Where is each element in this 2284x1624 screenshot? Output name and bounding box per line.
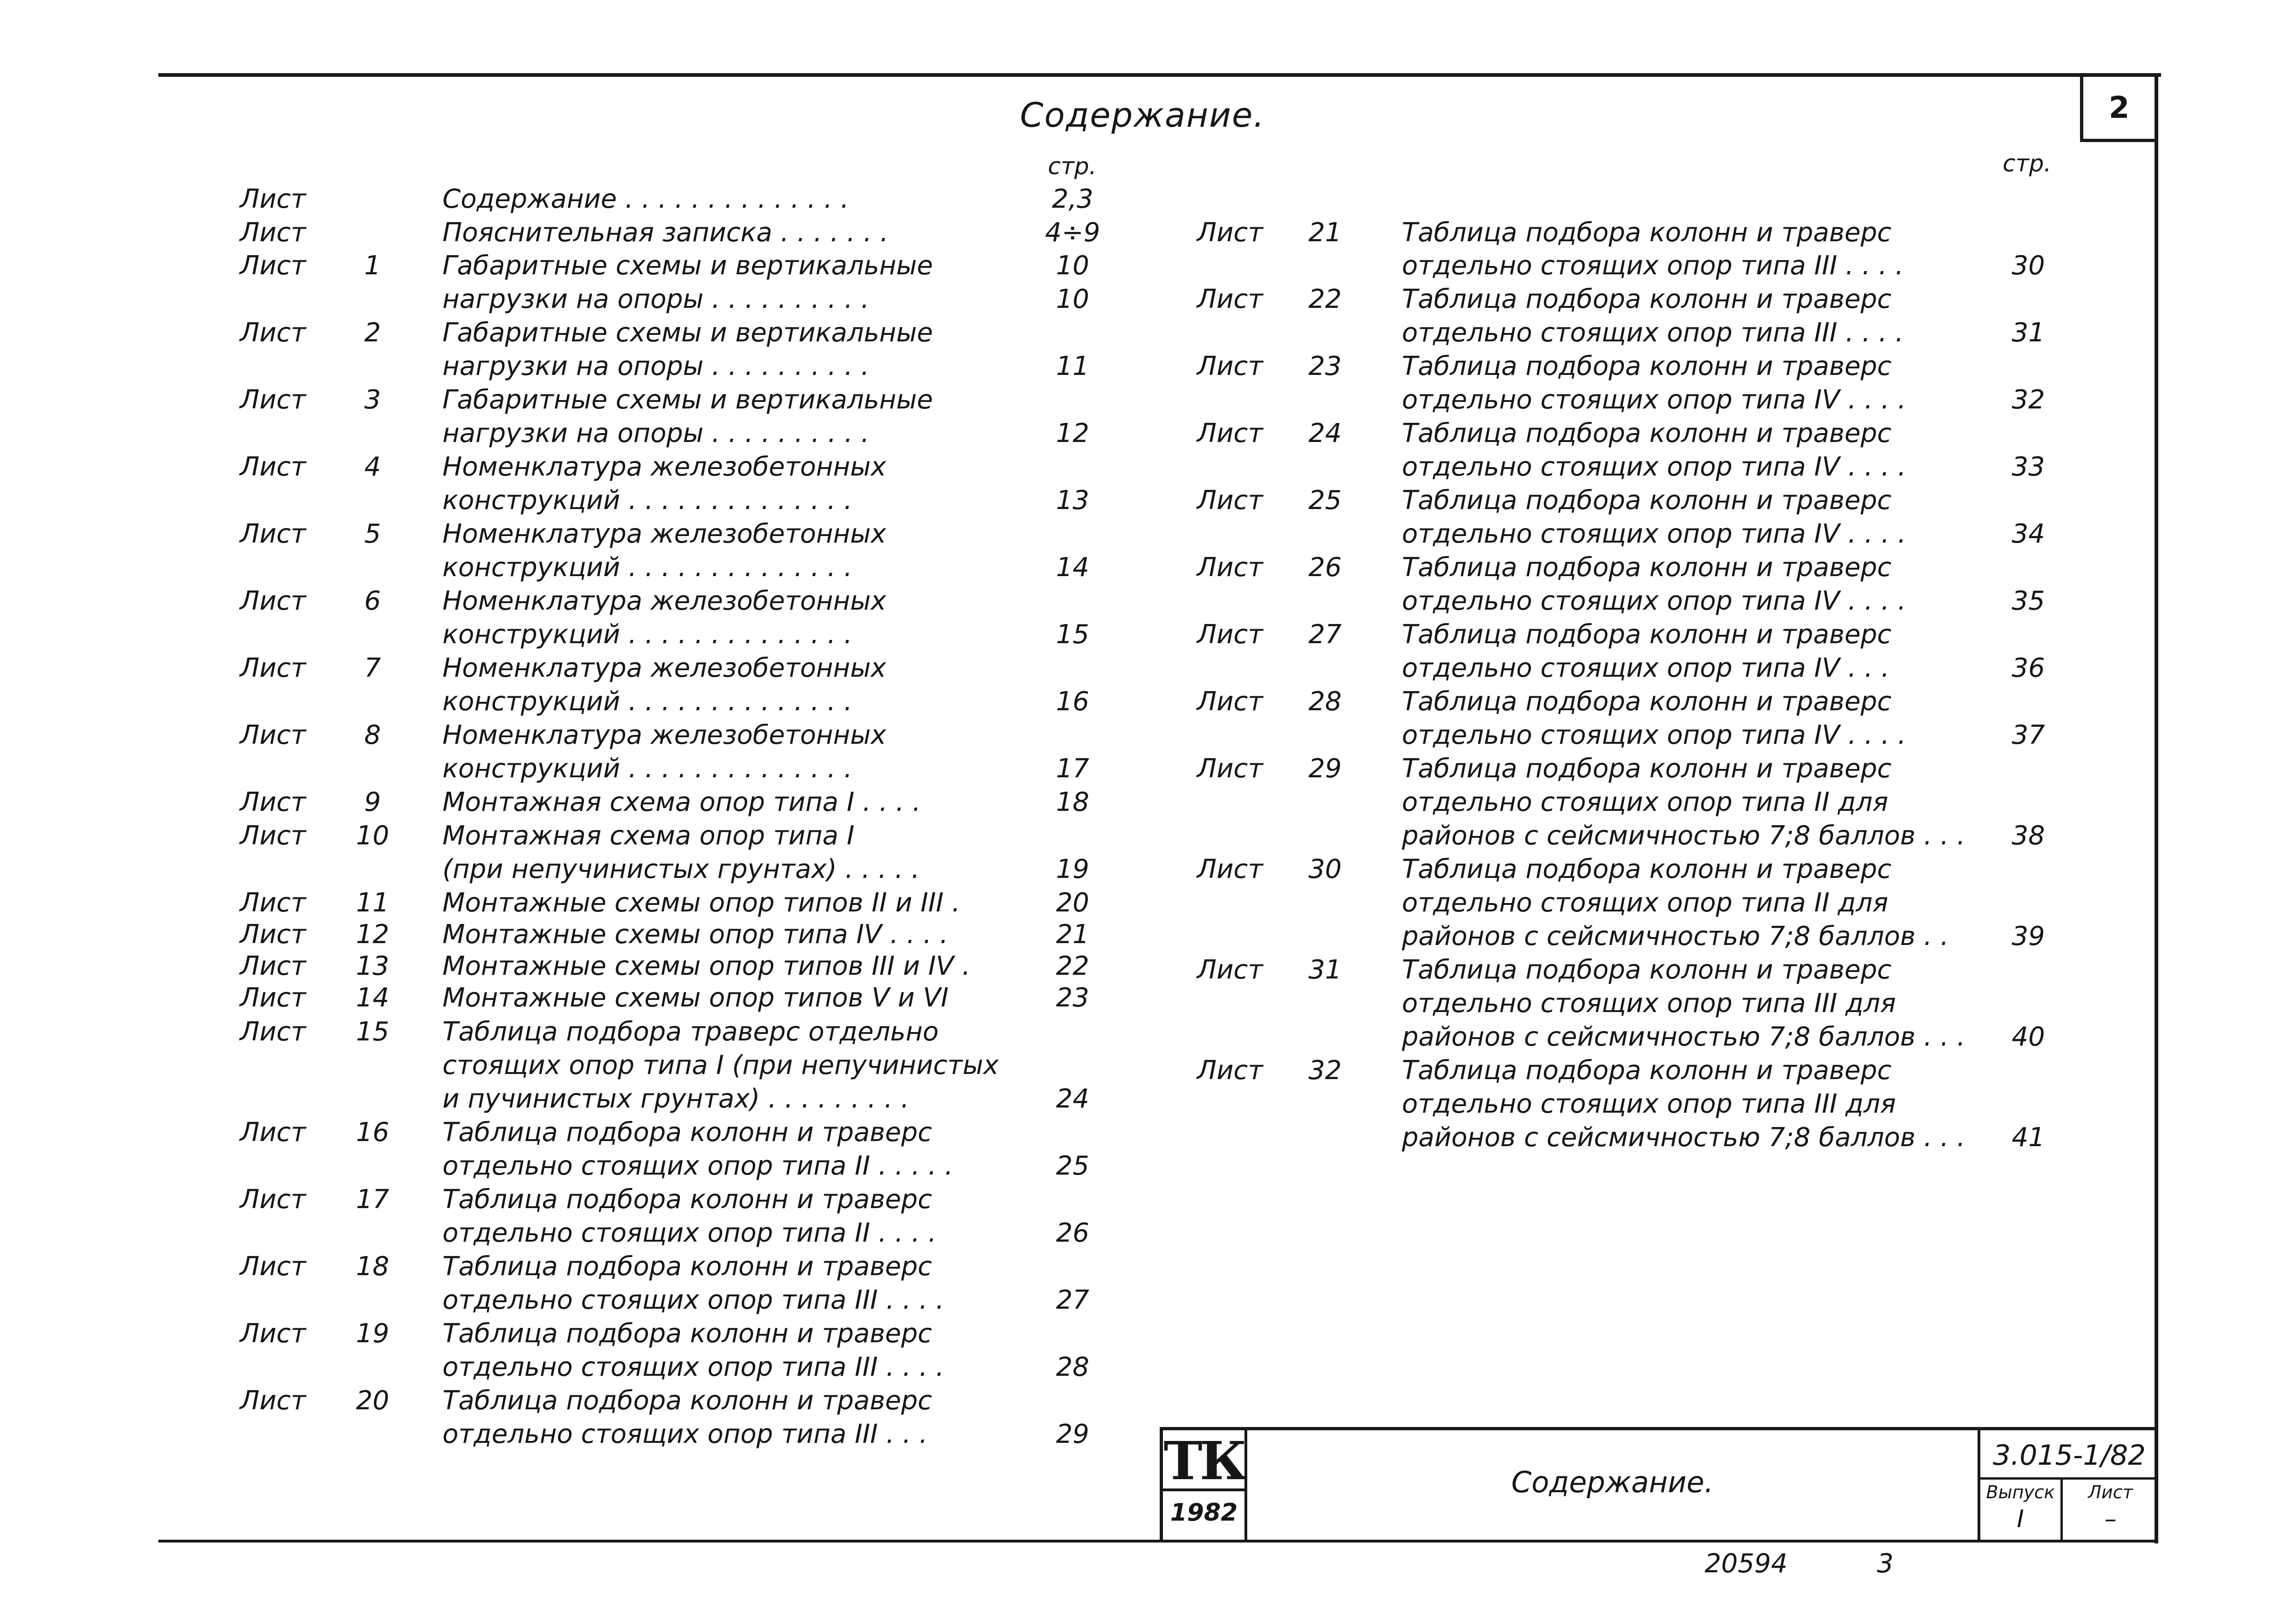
sheet-number-cell: 26 <box>1308 552 1342 583</box>
entry-page: 32 <box>2012 385 2045 415</box>
entry-title: отдельно стоящих опор типа III . . . . <box>1402 251 1904 281</box>
sheet-label: Лист <box>240 1318 306 1349</box>
sheet-label: Лист <box>1197 686 1263 717</box>
entry-title: конструкций . . . . . . . . . . . . . . <box>442 686 852 717</box>
entry-title: стоящих опор типа I (при непучинистых <box>442 1050 999 1080</box>
entry-title: отдельно стоящих опор типа IV . . . . <box>1402 385 1906 415</box>
sheet-label: Лист <box>240 586 306 616</box>
entry-page: 10 <box>1056 284 1089 314</box>
entry-page: 24 <box>1056 1084 1089 1114</box>
entry-title: Таблица подбора колонн и траверс <box>1402 619 1892 650</box>
sheet-label: Лист <box>240 452 306 482</box>
entry-title: отдельно стоящих опор типа II для <box>1402 888 1889 918</box>
sheet-label: Лист <box>240 318 306 348</box>
entry-title: отдельно стоящих опор типа II . . . . <box>442 1218 937 1248</box>
entry-page: 18 <box>1056 787 1089 817</box>
stamp-title: Содержание. <box>1511 1465 1714 1499</box>
entry-title: Номенклатура железобетонных <box>442 653 886 683</box>
sheet-number-cell: 18 <box>356 1251 389 1282</box>
entry-page: 34 <box>2012 519 2045 549</box>
entry-title: отдельно стоящих опор типа IV . . . . <box>1402 720 1906 750</box>
stamp-code-underline <box>1978 1477 2158 1480</box>
sheet-number-cell: 9 <box>364 787 381 817</box>
entry-page: 27 <box>1056 1285 1089 1315</box>
sheet-label: Лист <box>1197 854 1263 884</box>
page-title: Содержание. <box>1020 95 1265 135</box>
tk-logo: ТК <box>1163 1431 1244 1492</box>
entry-page: 40 <box>2012 1022 2045 1052</box>
entry-title: Содержание . . . . . . . . . . . . . . <box>442 184 849 214</box>
sheet-label-cell: Лист <box>2088 1482 2133 1502</box>
entry-title: конструкций . . . . . . . . . . . . . . <box>442 552 852 583</box>
sheet-label: Лист <box>240 251 306 281</box>
sheet-label: Лист <box>1197 284 1263 314</box>
entry-title: Таблица подбора колонн и траверс <box>1402 351 1892 381</box>
sheet-label: Лист <box>1197 351 1263 381</box>
sheet-label: Лист <box>240 217 306 248</box>
sheet-number-cell: 15 <box>356 1017 389 1047</box>
sheet-label: Лист <box>240 1251 306 1282</box>
entry-page: 23 <box>1056 983 1089 1013</box>
entry-page: 36 <box>2012 653 2045 683</box>
sheet-number-cell: 25 <box>1308 485 1342 516</box>
sheet-number-cell: 13 <box>356 951 389 981</box>
sheet-number-cell: 2 <box>364 318 381 348</box>
sheet-label: Лист <box>240 385 306 415</box>
sheet-number-cell: 8 <box>364 720 381 750</box>
sheet-label: Лист <box>240 653 306 683</box>
entry-page: 30 <box>2012 251 2045 281</box>
right-page-column-label: стр. <box>2003 150 2052 177</box>
entry-title: Таблица подбора колонн и траверс <box>1402 552 1892 583</box>
entry-title: районов с сейсмичностью 7;8 баллов . . <box>1402 921 1949 951</box>
sheet-number-cell: 11 <box>356 888 389 918</box>
entry-title: Таблица подбора колонн и траверс <box>442 1386 932 1416</box>
entry-title: отдельно стоящих опор типа III для <box>1402 988 1896 1019</box>
entry-title: Габаритные схемы и вертикальные <box>442 251 933 281</box>
sheet-label: Лист <box>240 983 306 1013</box>
entry-title: районов с сейсмичностью 7;8 баллов . . . <box>1402 821 1965 851</box>
sheet-label: Лист <box>1197 217 1263 248</box>
entry-title: конструкций . . . . . . . . . . . . . . <box>442 485 852 516</box>
sheet-label: Лист <box>1197 754 1263 784</box>
entry-title: Монтажная схема опор типа I <box>442 821 855 851</box>
entry-title: отдельно стоящих опор типа IV . . . <box>1402 653 1890 683</box>
entry-title: отдельно стоящих опор типа IV . . . . <box>1402 452 1906 482</box>
sheet-number-cell: 7 <box>364 653 381 683</box>
entry-title: Монтажная схема опор типа I . . . . <box>442 787 921 817</box>
entry-title: Монтажные схемы опор типа IV . . . . <box>442 919 948 950</box>
entry-title: отдельно стоящих опор типа III . . . . <box>442 1352 945 1382</box>
entry-title: и пучинистых грунтах) . . . . . . . . . <box>442 1084 910 1114</box>
issue-label: Выпуск <box>1986 1482 2055 1502</box>
sheet-number-cell: 6 <box>364 586 381 616</box>
entry-title: Номенклатура железобетонных <box>442 452 886 482</box>
entry-page: 15 <box>1056 619 1089 650</box>
sheet-label: Лист <box>240 821 306 851</box>
entry-title: Габаритные схемы и вертикальные <box>442 385 933 415</box>
sheet-label: Лист <box>1197 552 1263 583</box>
entry-page: 12 <box>1056 418 1089 448</box>
sheet-label: Лист <box>240 888 306 918</box>
entry-page: 22 <box>1056 951 1089 981</box>
entry-page: 17 <box>1056 754 1089 784</box>
entry-title: Таблица подбора колонн и траверс <box>442 1251 932 1282</box>
right-border-line <box>2155 73 2158 1543</box>
entry-title: Таблица подбора колонн и траверс <box>1402 284 1892 314</box>
entry-title: отдельно стоящих опор типа II для <box>1402 787 1889 817</box>
sheet-label: Лист <box>240 184 306 214</box>
entry-title: нагрузки на опоры . . . . . . . . . . <box>442 284 870 314</box>
entry-title: Таблица подбора колонн и траверс <box>1402 854 1892 884</box>
entry-title: Номенклатура железобетонных <box>442 720 886 750</box>
entry-title: Таблица подбора траверс отдельно <box>442 1017 939 1047</box>
sheet-number-cell: 28 <box>1308 686 1342 717</box>
sheet-label: Лист <box>240 1117 306 1148</box>
sheet-number-cell: 17 <box>356 1184 389 1215</box>
sheet-label: Лист <box>240 919 306 950</box>
sheet-label: Лист <box>1197 485 1263 516</box>
entry-title: отдельно стоящих опор типа IV . . . . <box>1402 519 1906 549</box>
entry-page: 38 <box>2012 821 2045 851</box>
entry-page: 33 <box>2012 452 2045 482</box>
sheet-label: Лист <box>240 720 306 750</box>
document-code: 3.015-1/82 <box>1992 1439 2146 1472</box>
inventory-number: 20594 <box>1705 1549 1788 1579</box>
sheet-label: Лист <box>240 787 306 817</box>
entry-title: отдельно стоящих опор типа II . . . . . <box>442 1151 953 1181</box>
sheet-number: 2 <box>2108 91 2130 125</box>
entry-page: 41 <box>2012 1122 2045 1153</box>
entry-title: отдельно стоящих опор типа IV . . . . <box>1402 586 1906 616</box>
sheet-number-cell: 21 <box>1308 217 1342 248</box>
entry-title: отдельно стоящих опор типа III . . . . <box>1402 318 1904 348</box>
sheet-number-cell: 23 <box>1308 351 1342 381</box>
entry-title: конструкций . . . . . . . . . . . . . . <box>442 619 852 650</box>
sheet-number-cell: 5 <box>364 519 381 549</box>
sheet-number-cell: 3 <box>364 385 381 415</box>
entry-page: 37 <box>2012 720 2045 750</box>
entry-page: 39 <box>2012 921 2045 951</box>
entry-page: 13 <box>1056 485 1089 516</box>
entry-title: конструкций . . . . . . . . . . . . . . <box>442 754 852 784</box>
entry-title: Таблица подбора колонн и траверс <box>1402 1055 1892 1086</box>
sheet-label: Лист <box>1197 1055 1263 1086</box>
entry-title: Монтажные схемы опор типов V и VI <box>442 983 949 1013</box>
sheet-number-cell: 10 <box>356 821 389 851</box>
entry-title: Монтажные схемы опор типов III и IV . <box>442 951 971 981</box>
sheet-label: Лист <box>240 519 306 549</box>
sheet-number-cell: 32 <box>1308 1055 1342 1086</box>
entry-page: 19 <box>1056 854 1089 884</box>
entry-title: Таблица подбора колонн и траверс <box>1402 418 1892 448</box>
sheet-number-cell: 22 <box>1308 284 1342 314</box>
entry-title: Таблица подбора колонн и траверс <box>442 1184 932 1215</box>
sheet-number-cell: 30 <box>1308 854 1342 884</box>
entry-title: Номенклатура железобетонных <box>442 519 886 549</box>
entry-title: Таблица подбора колонн и траверс <box>442 1318 932 1349</box>
entry-page: 20 <box>1056 888 1089 918</box>
bottom-border-line <box>158 1540 2158 1542</box>
sheet-number-cell: 4 <box>364 452 381 482</box>
entry-page: 29 <box>1056 1419 1089 1449</box>
sheet-value: – <box>2104 1505 2117 1533</box>
entry-title: Габаритные схемы и вертикальные <box>442 318 933 348</box>
left-page-column-label: стр. <box>1048 153 1097 180</box>
entry-title: Пояснительная записка . . . . . . . <box>442 217 889 248</box>
sheet-label: Лист <box>1197 619 1263 650</box>
sheet-label: Лист <box>240 1017 306 1047</box>
sheet-number-box-bottom <box>2080 139 2158 142</box>
entry-title: районов с сейсмичностью 7;8 баллов . . . <box>1402 1122 1965 1153</box>
entry-title: (при непучинистых грунтах) . . . . . <box>442 854 920 884</box>
entry-page: 16 <box>1056 686 1089 717</box>
sheet-number-cell: 27 <box>1308 619 1342 650</box>
sheet-label: Лист <box>1197 418 1263 448</box>
sheet-number-cell: 20 <box>356 1386 389 1416</box>
entry-title: отдельно стоящих опор типа III для <box>1402 1089 1896 1119</box>
entry-title: Таблица подбора колонн и траверс <box>1402 217 1892 248</box>
issue-value: I <box>2017 1505 2024 1533</box>
entry-page: 4÷9 <box>1045 217 1101 248</box>
top-border-line <box>158 73 2161 77</box>
entry-page: 2,3 <box>1052 184 1094 214</box>
sheet-label: Лист <box>1197 955 1263 985</box>
entry-page: 21 <box>1056 919 1089 950</box>
sheet-label: Лист <box>240 951 306 981</box>
sheet-number-cell: 14 <box>356 983 389 1013</box>
entry-title: районов с сейсмичностью 7;8 баллов . . . <box>1402 1022 1965 1052</box>
stamp-year: 1982 <box>1170 1499 1238 1527</box>
entry-title: Таблица подбора колонн и траверс <box>1402 754 1892 784</box>
entry-title: Монтажные схемы опор типов II и III . <box>442 888 960 918</box>
sheet-number-cell: 16 <box>356 1117 389 1148</box>
sheet-number-cell: 29 <box>1308 754 1342 784</box>
entry-title: Таблица подбора колонн и траверс <box>1402 485 1892 516</box>
sheet-label: Лист <box>240 1184 306 1215</box>
sheet-number-cell: 24 <box>1308 418 1342 448</box>
entry-title: нагрузки на опоры . . . . . . . . . . <box>442 351 870 381</box>
sheet-number-cell: 1 <box>364 251 381 281</box>
entry-title: Таблица подбора колонн и траверс <box>1402 955 1892 985</box>
footer-page-number: 3 <box>1877 1549 1894 1579</box>
entry-title: Номенклатура железобетонных <box>442 586 886 616</box>
entry-page: 11 <box>1056 351 1089 381</box>
entry-page: 28 <box>1056 1352 1089 1382</box>
entry-title: нагрузки на опоры . . . . . . . . . . <box>442 418 870 448</box>
entry-page: 26 <box>1056 1218 1089 1248</box>
entry-page: 10 <box>1056 251 1089 281</box>
entry-title: Таблица подбора колонн и траверс <box>442 1117 932 1148</box>
entry-page: 25 <box>1056 1151 1089 1181</box>
entry-page: 31 <box>2012 318 2045 348</box>
sheet-number-cell: 12 <box>356 919 389 950</box>
sheet-number-cell: 19 <box>356 1318 389 1349</box>
entry-title: отдельно стоящих опор типа III . . . . <box>442 1285 945 1315</box>
entry-page: 14 <box>1056 552 1089 583</box>
sheet-label: Лист <box>240 1386 306 1416</box>
stamp-top-line <box>1160 1427 2158 1430</box>
entry-page: 35 <box>2012 586 2045 616</box>
entry-title: отдельно стоящих опор типа III . . . <box>442 1419 928 1449</box>
entry-title: Таблица подбора колонн и траверс <box>1402 686 1892 717</box>
sheet-number-cell: 31 <box>1308 955 1342 985</box>
